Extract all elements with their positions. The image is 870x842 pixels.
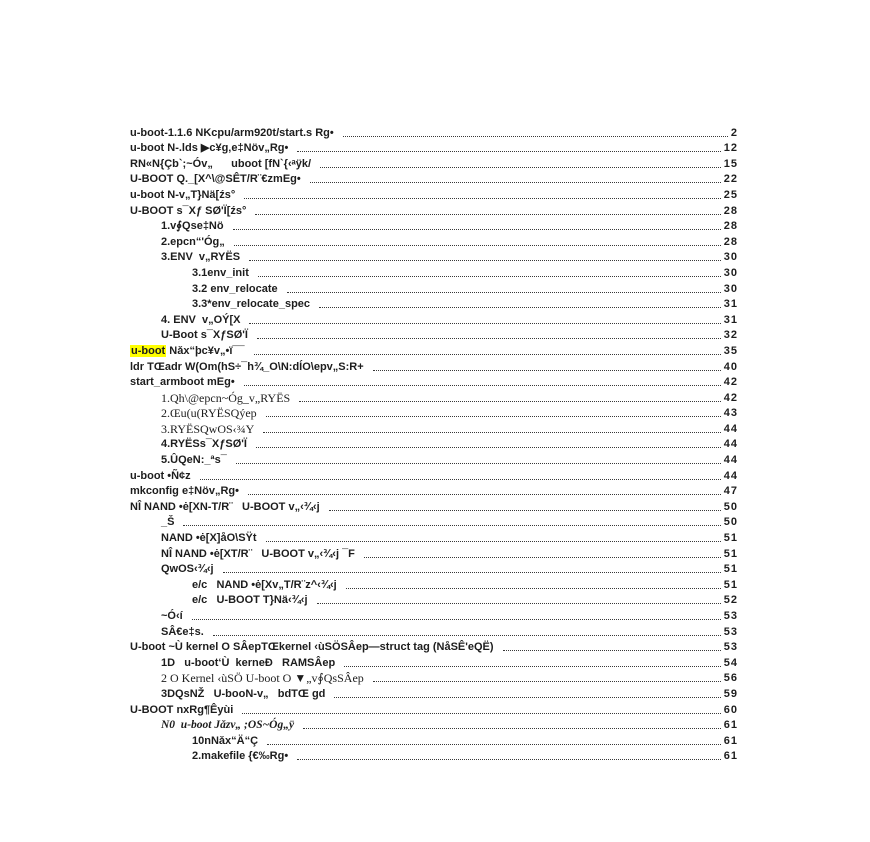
toc-entry-title: ldr TŒadr W(Om(hS÷¯h¾_O\N:dÍO\epv„S:R+ — [130, 360, 364, 373]
toc-entry-title: 2.Œu(u(RYËSQýep — [161, 406, 257, 421]
toc-entry-title: U-boot ~Ù kernel O SÂepTŒkernel ‹ùSÖSÂep—struct tag (NåSÊ'eQË) — [130, 641, 494, 654]
toc-entry[interactable] — [130, 576, 738, 592]
toc-entry-page-number: 50 — [723, 500, 738, 513]
toc-entry-title: ~Ó‹í — [161, 610, 183, 622]
toc-entry-page-number: 2 — [730, 126, 738, 139]
dot-leader — [334, 697, 720, 698]
toc-entry-page-number: 61 — [723, 734, 738, 747]
dot-leader — [303, 728, 721, 729]
toc-entry[interactable] — [130, 498, 738, 514]
toc-entry[interactable] — [130, 342, 738, 358]
toc-entry[interactable] — [130, 607, 738, 623]
toc-entry[interactable] — [130, 514, 738, 530]
dot-leader — [213, 635, 721, 636]
toc-entry-page-number: 42 — [723, 376, 738, 389]
dot-leader — [267, 744, 721, 745]
toc-entry-title: 1.Qh\@epcn~Óg_v„RYËS — [161, 390, 291, 405]
dot-leader — [192, 619, 721, 620]
toc-entry-title: u-boot Nǎx“þc¥v„•ï¯¯ — [131, 344, 245, 357]
dot-leader — [343, 136, 728, 137]
toc-entry-title: mkconfig e‡Növ„Rg• — [130, 485, 239, 498]
toc-entry[interactable] — [130, 296, 738, 312]
toc-entry-page-number: 28 — [723, 220, 738, 233]
toc-entry-title: 3.1env_init — [192, 266, 249, 279]
dot-leader — [346, 588, 721, 589]
toc-entry-title: u-boot •Ñ¢z — [130, 469, 191, 482]
toc-entry-page-number: 47 — [723, 485, 738, 498]
toc-entry[interactable] — [130, 171, 738, 187]
toc-list — [130, 124, 738, 763]
toc-entry-title: RN«N{Çb`;~Óv„ uboot [fN`{‹ᵃÿk/ — [130, 157, 312, 170]
toc-entry-page-number: 15 — [723, 157, 738, 170]
toc-entry[interactable] — [130, 249, 738, 265]
toc-entry[interactable] — [130, 654, 738, 670]
toc-entry[interactable] — [130, 202, 738, 218]
toc-entry-title: U-BOOT Q._[X^\@SÊT/R¨€zmEg• — [130, 173, 301, 186]
toc-entry[interactable] — [130, 155, 738, 171]
toc-entry[interactable] — [130, 374, 738, 390]
dot-leader — [344, 666, 721, 667]
dot-leader — [287, 292, 721, 293]
toc-entry-page-number: 28 — [723, 204, 738, 217]
toc-entry-title: 3.ENV v„RYËS — [161, 251, 241, 264]
dot-leader — [297, 759, 721, 760]
toc-entry-title: 2.makefile {€‰Rg• — [192, 750, 289, 763]
toc-entry-page-number: 60 — [723, 703, 738, 716]
toc-entry[interactable] — [130, 451, 738, 467]
dot-leader — [256, 447, 721, 448]
search-highlight: u-boot — [131, 344, 166, 357]
dot-leader — [248, 494, 721, 495]
dot-leader — [317, 603, 721, 604]
dot-leader — [249, 260, 721, 261]
toc-entry-title: 1.v∮Qse‡Nö — [161, 220, 224, 233]
dot-leader — [266, 541, 721, 542]
toc-entry-page-number: 30 — [723, 251, 738, 264]
toc-entry-page-number: 51 — [723, 532, 738, 545]
toc-entry-title: u-boot N-v„T}Nä[źs° — [130, 188, 236, 201]
dot-leader — [242, 713, 720, 714]
toc-entry[interactable] — [130, 685, 738, 701]
toc-entry[interactable] — [130, 701, 738, 717]
toc-entry-title: 1D u-boot‘Ù kerneÐ RAMSÂep — [161, 656, 336, 669]
toc-entry-title: e/c U-BOOT T}Nä‹¾‹j — [192, 594, 308, 607]
toc-entry-page-number: 35 — [723, 344, 738, 357]
toc-entry-page-number: 12 — [723, 142, 738, 155]
dot-leader — [320, 167, 721, 168]
toc-entry-page-number: 50 — [723, 516, 738, 529]
toc-entry-page-number: 43 — [723, 407, 738, 420]
toc-entry[interactable] — [130, 561, 738, 577]
dot-leader — [364, 557, 721, 558]
toc-entry-page-number: 51 — [723, 547, 738, 560]
toc-entry-page-number: 31 — [723, 298, 738, 311]
toc-entry-title: 3.3*env_relocate_spec — [192, 298, 311, 311]
dot-leader — [223, 572, 721, 573]
toc-entry-title: u-boot N-.lds ▶c¥g‚e‡Növ„Rg• — [130, 142, 289, 155]
toc-entry[interactable] — [130, 483, 738, 499]
toc-entry-title: u-boot-1.1.6 NKcpu/arm920t/start.s Rg• — [130, 126, 334, 139]
dot-leader — [255, 214, 720, 215]
toc-entry-title: 4.RYËSs¯XƒSØ'Ï — [161, 438, 247, 451]
toc-entry-title: NÎ NAND •ė[XN-T/R¨ U-BOOT v„‹¾‹j — [130, 500, 320, 513]
toc-entry-title: SÂ€e‡s. — [161, 625, 204, 638]
toc-entry[interactable] — [130, 140, 738, 156]
toc-entry[interactable] — [130, 623, 738, 639]
toc-entry-page-number: 44 — [723, 469, 738, 482]
toc-entry-title: 3.2 env_relocate — [192, 282, 278, 295]
toc-entry-page-number: 44 — [723, 438, 738, 451]
dot-leader — [233, 229, 721, 230]
dot-leader — [244, 198, 721, 199]
toc-entry-title: U-BOOT s¯Xƒ SØ'Ï[źs° — [130, 204, 247, 217]
dot-leader — [236, 463, 721, 464]
toc-entry[interactable] — [130, 732, 738, 748]
toc-entry-page-number: 25 — [723, 188, 738, 201]
dot-leader — [373, 681, 721, 682]
dot-leader — [258, 276, 721, 277]
toc-entry-title: U-Boot s¯XƒSØ'Ï — [161, 329, 248, 342]
toc-entry[interactable] — [130, 264, 738, 280]
toc-entry-page-number: 40 — [723, 360, 738, 373]
toc-entry[interactable] — [130, 389, 738, 405]
toc-entry-page-number: 28 — [723, 235, 738, 248]
toc-entry[interactable] — [130, 467, 738, 483]
toc-entry-page-number: 53 — [723, 625, 738, 638]
toc-entry-title: U-BOOT nxRg¶Êyùi — [130, 703, 234, 716]
toc-entry-page-number: 61 — [723, 719, 738, 732]
dot-leader — [183, 525, 720, 526]
toc-entry-title: NÎ NAND •ė[XT/R¨ U-BOOT v„‹¾‹j ¯F — [161, 547, 355, 560]
toc-entry-page-number: 42 — [723, 391, 738, 404]
toc-entry[interactable] — [130, 639, 738, 655]
toc-entry-page-number: 56 — [723, 672, 738, 685]
toc-entry-page-number: 53 — [723, 641, 738, 654]
dot-leader — [319, 307, 721, 308]
toc-entry-title: _Š — [161, 516, 175, 529]
dot-leader — [503, 650, 721, 651]
toc-entry[interactable] — [130, 280, 738, 296]
toc-entry-title: start_armboot mEg• — [130, 376, 235, 389]
toc-entry-title: NAND •ė[X]åO\SŸt — [161, 532, 257, 545]
toc-entry-page-number: 32 — [723, 329, 738, 342]
toc-entry-title: 5.ÛQeN:_ªs¯ — [161, 454, 227, 467]
toc-entry-page-number: 22 — [723, 173, 738, 186]
toc-entry[interactable] — [130, 405, 738, 421]
toc-entry[interactable] — [130, 124, 738, 140]
toc-entry-page-number: 51 — [723, 578, 738, 591]
dot-leader — [310, 182, 721, 183]
toc-entry-title: 2 O Kernel ‹ùSÖ U-boot O ▼„v∮QsSÂep — [161, 671, 364, 686]
toc-entry[interactable] — [130, 545, 738, 561]
toc-entry-page-number: 44 — [723, 422, 738, 435]
toc-entry-title: 4. ENV v„OÝ[X — [161, 313, 241, 326]
toc-entry-page-number: 61 — [723, 750, 738, 763]
toc-entry[interactable] — [130, 186, 738, 202]
toc-entry-page-number: 53 — [723, 610, 738, 622]
dot-leader — [329, 510, 721, 511]
toc-entry-page-number: 54 — [723, 656, 738, 669]
toc-entry[interactable] — [130, 218, 738, 234]
toc-entry-page-number: 30 — [723, 266, 738, 279]
toc-entry[interactable] — [130, 748, 738, 764]
dot-leader — [254, 354, 721, 355]
toc-entry-page-number: 51 — [723, 563, 738, 576]
dot-leader — [263, 432, 720, 433]
toc-entry-title: 3DQsNŽ U-booN-v„ bdTŒ gd — [161, 687, 326, 700]
toc-entry[interactable] — [130, 420, 738, 436]
dot-leader — [200, 479, 721, 480]
toc-entry-title: 2.epcn“'Óg„ — [161, 235, 225, 248]
toc-entry[interactable] — [130, 311, 738, 327]
toc-entry-page-number: 44 — [723, 454, 738, 467]
toc-entry-title: N0 u-boot Jǎzv„ ;OS~Óg„ÿ — [161, 719, 295, 732]
dot-leader — [244, 385, 721, 386]
dot-leader — [297, 151, 720, 152]
toc-entry[interactable] — [130, 717, 738, 733]
toc-entry-title: e/c NAND •ė[Xv„T/R¨z^‹¾‹j — [192, 578, 337, 591]
toc-entry-page-number: 30 — [723, 282, 738, 295]
dot-leader — [234, 245, 721, 246]
toc-entry[interactable] — [130, 358, 738, 374]
toc-entry[interactable] — [130, 436, 738, 452]
toc-entry-page-number: 31 — [723, 313, 738, 326]
dot-leader — [299, 401, 721, 402]
toc-entry-title: QwOS‹¾‹j — [161, 563, 214, 576]
toc-entry[interactable] — [130, 529, 738, 545]
toc-entry-page-number: 52 — [723, 594, 738, 607]
toc-entry-page-number: 59 — [723, 687, 738, 700]
dot-leader — [266, 416, 721, 417]
toc-entry[interactable] — [130, 327, 738, 343]
toc-entry[interactable] — [130, 670, 738, 686]
toc-entry-title: 3.RYËSQwOS‹¾Y — [161, 421, 255, 436]
dot-leader — [249, 323, 720, 324]
toc-entry[interactable] — [130, 592, 738, 608]
toc-entry[interactable] — [130, 233, 738, 249]
toc-entry-title: 10nNǎx“Ä“Ç — [192, 734, 259, 747]
dot-leader — [373, 370, 721, 371]
dot-leader — [257, 338, 721, 339]
